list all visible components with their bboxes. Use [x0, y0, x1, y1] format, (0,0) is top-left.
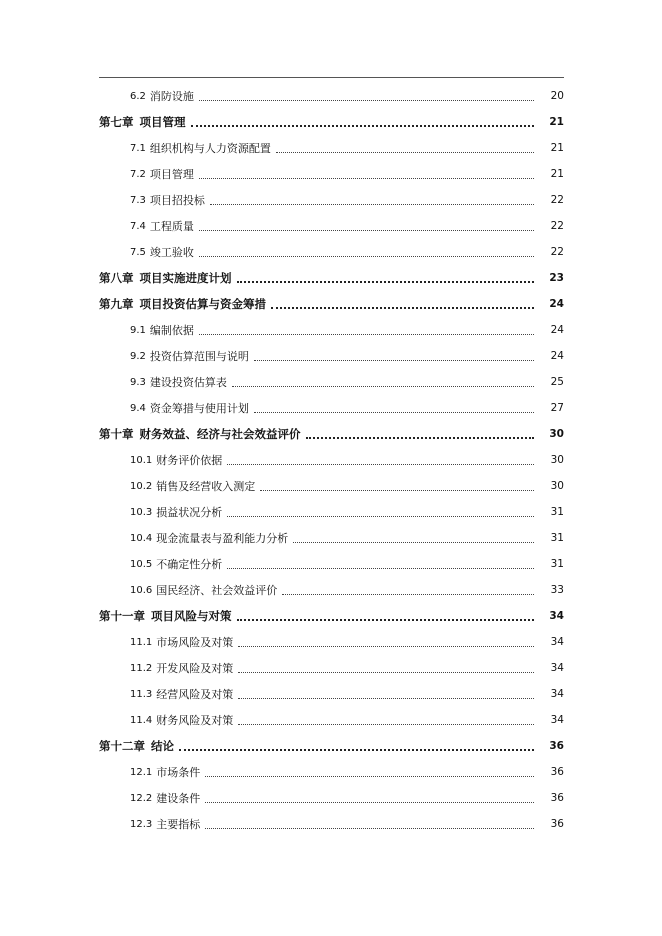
dot-leader — [254, 412, 534, 413]
dot-leader — [227, 464, 534, 465]
toc-entry-title: 项目风险与对策 — [151, 609, 232, 623]
toc-section-entry[interactable] — [99, 759, 564, 785]
toc-section-entry[interactable] — [99, 785, 564, 811]
dot-leader — [179, 749, 534, 751]
dot-leader — [199, 230, 534, 231]
toc-entry-number: 6.2 — [130, 90, 146, 102]
toc-entry-number: 第七章 — [99, 115, 134, 129]
dot-leader — [238, 646, 534, 647]
header-rule — [99, 77, 564, 78]
dot-leader — [199, 178, 534, 179]
toc-entry-title: 国民经济、社会效益评价 — [156, 584, 278, 597]
dot-leader — [238, 698, 534, 699]
toc-entry-title: 组织机构与人力资源配置 — [149, 142, 271, 155]
toc-entry-page: 36 — [550, 766, 564, 778]
toc-entry-page: 31 — [550, 506, 564, 518]
toc-entry-number: 第九章 — [99, 297, 134, 311]
toc-entry-title: 销售及经营收入测定 — [156, 480, 256, 493]
toc-entry-title: 不确定性分析 — [156, 558, 223, 571]
toc-entry-title: 项目实施进度计划 — [139, 271, 232, 285]
toc-entry-number: 第十一章 — [99, 609, 145, 623]
toc-entry-page: 22 — [550, 194, 564, 206]
toc-entry-number: 7.5 — [130, 246, 146, 258]
toc-section-entry[interactable] — [99, 135, 564, 161]
dot-leader — [276, 152, 534, 153]
toc-entry-number: 11.4 — [130, 714, 153, 726]
toc-section-entry[interactable] — [99, 473, 564, 499]
toc-section-entry[interactable] — [99, 655, 564, 681]
toc-section-entry[interactable] — [99, 239, 564, 265]
toc-entry-page: 34 — [550, 662, 564, 674]
toc-entry-number: 7.3 — [130, 194, 146, 206]
dot-leader — [199, 334, 534, 335]
toc-entry-number: 9.2 — [130, 350, 146, 362]
dot-leader — [210, 204, 534, 205]
dot-leader — [238, 724, 534, 725]
toc-section-entry[interactable] — [99, 525, 564, 551]
toc-section-entry[interactable] — [99, 83, 564, 109]
toc-entry-page: 34 — [549, 610, 564, 622]
toc-entry-number: 10.6 — [130, 584, 153, 596]
toc-section-entry[interactable] — [99, 811, 564, 837]
toc-entry-title: 损益状况分析 — [156, 506, 223, 519]
dot-leader — [232, 386, 534, 387]
toc-entry-page: 33 — [550, 584, 564, 596]
toc-entry-page: 31 — [550, 558, 564, 570]
dot-leader — [271, 307, 534, 309]
toc-entry-number: 11.2 — [130, 662, 153, 674]
toc-entry-title: 经营风险及对策 — [156, 688, 234, 701]
dot-leader — [199, 256, 534, 257]
toc-entry-page: 30 — [549, 428, 564, 440]
toc-entry-title: 财务效益、经济与社会效益评价 — [139, 427, 301, 441]
toc-entry-title: 项目投资估算与资金筹措 — [139, 297, 266, 311]
toc-entry-page: 20 — [550, 90, 564, 102]
toc-entry-title: 编制依据 — [149, 324, 194, 337]
toc-entry-number: 第十二章 — [99, 739, 145, 753]
toc-entry-number: 10.2 — [130, 480, 153, 492]
toc-entry-page: 24 — [550, 350, 564, 362]
toc-section-entry[interactable] — [99, 577, 564, 603]
toc-chapter-entry[interactable] — [99, 265, 564, 291]
toc-entry-page: 36 — [550, 818, 564, 830]
toc-entry-title: 项目管理 — [149, 168, 194, 181]
toc-entry-number: 9.1 — [130, 324, 146, 336]
toc-entry-page: 34 — [550, 714, 564, 726]
toc-entry-title: 市场风险及对策 — [156, 636, 234, 649]
toc-entry-title: 竣工验收 — [149, 246, 194, 259]
toc-section-entry[interactable] — [99, 161, 564, 187]
toc-section-entry[interactable] — [99, 707, 564, 733]
toc-entry-page: 31 — [550, 532, 564, 544]
toc-entry-title: 市场条件 — [156, 766, 201, 779]
dot-leader — [306, 437, 535, 439]
toc-entry-number: 12.1 — [130, 766, 153, 778]
toc-entry-title: 财务风险及对策 — [156, 714, 234, 727]
toc-section-entry[interactable] — [99, 343, 564, 369]
toc-section-entry[interactable] — [99, 447, 564, 473]
toc-entry-page: 21 — [549, 116, 564, 128]
toc-entry-number: 7.2 — [130, 168, 146, 180]
dot-leader — [260, 490, 534, 491]
toc-entry-page: 21 — [550, 142, 564, 154]
toc-entry-page: 22 — [550, 220, 564, 232]
dot-leader — [238, 672, 534, 673]
dot-leader — [191, 125, 535, 127]
dot-leader — [227, 568, 534, 569]
dot-leader — [205, 802, 534, 803]
toc-entry-title: 资金筹措与使用计划 — [149, 402, 249, 415]
toc-section-entry[interactable] — [99, 395, 564, 421]
toc-section-entry[interactable] — [99, 681, 564, 707]
toc-entry-number: 11.3 — [130, 688, 153, 700]
dot-leader — [205, 776, 534, 777]
toc-entry-page: 22 — [550, 246, 564, 258]
toc-entry-page: 21 — [550, 168, 564, 180]
toc-entry-page: 34 — [550, 688, 564, 700]
toc-entry-page: 23 — [549, 272, 564, 284]
toc-section-entry[interactable] — [99, 187, 564, 213]
toc-entry-number: 12.2 — [130, 792, 153, 804]
toc-entry-title: 建设投资估算表 — [149, 376, 227, 389]
toc-chapter-entry[interactable] — [99, 603, 564, 629]
toc-entry-number: 7.1 — [130, 142, 146, 154]
toc-entry-page: 36 — [549, 740, 564, 752]
toc-entry-page: 30 — [550, 454, 564, 466]
toc-chapter-entry[interactable] — [99, 109, 564, 135]
toc-entry-number: 第十章 — [99, 427, 134, 441]
toc-entry-title: 主要指标 — [156, 818, 201, 831]
toc-chapter-entry[interactable] — [99, 291, 564, 317]
toc-entry-number: 11.1 — [130, 636, 153, 648]
dot-leader — [227, 516, 534, 517]
toc-section-entry[interactable] — [99, 213, 564, 239]
toc-entry-title: 建设条件 — [156, 792, 201, 805]
toc-entry-page: 27 — [550, 402, 564, 414]
dot-leader — [205, 828, 534, 829]
toc-section-entry[interactable] — [99, 369, 564, 395]
toc-entry-number: 12.3 — [130, 818, 153, 830]
toc-entry-title: 工程质量 — [149, 220, 194, 233]
toc-section-entry[interactable] — [99, 499, 564, 525]
toc-entry-title: 项目管理 — [139, 115, 186, 129]
toc-section-entry[interactable] — [99, 551, 564, 577]
toc-entry-title: 消防设施 — [149, 90, 194, 103]
toc-section-entry[interactable] — [99, 629, 564, 655]
dot-leader — [237, 619, 535, 621]
toc-entry-title: 开发风险及对策 — [156, 662, 234, 675]
toc-entry-page: 36 — [550, 792, 564, 804]
toc-section-entry[interactable] — [99, 317, 564, 343]
dot-leader — [254, 360, 534, 361]
dot-leader — [237, 281, 535, 283]
toc-chapter-entry[interactable] — [99, 733, 564, 759]
toc-entry-title: 现金流量表与盈利能力分析 — [156, 532, 289, 545]
toc-entry-number: 9.4 — [130, 402, 146, 414]
toc-entry-number: 10.3 — [130, 506, 153, 518]
toc-entry-page: 30 — [550, 480, 564, 492]
toc-entry-title: 结论 — [151, 739, 174, 753]
toc-entry-number: 7.4 — [130, 220, 146, 232]
toc-entry-page: 25 — [550, 376, 564, 388]
toc-entry-number: 第八章 — [99, 271, 134, 285]
toc-entry-page: 24 — [549, 298, 564, 310]
dot-leader — [199, 100, 534, 101]
table-of-contents — [99, 83, 564, 837]
toc-entry-title: 项目招投标 — [149, 194, 205, 207]
toc-entry-page: 24 — [550, 324, 564, 336]
toc-entry-title: 财务评价依据 — [156, 454, 223, 467]
toc-entry-number: 10.5 — [130, 558, 153, 570]
dot-leader — [282, 594, 534, 595]
toc-chapter-entry[interactable] — [99, 421, 564, 447]
toc-entry-number: 10.4 — [130, 532, 153, 544]
toc-entry-title: 投资估算范围与说明 — [149, 350, 249, 363]
toc-entry-number: 9.3 — [130, 376, 146, 388]
toc-entry-page: 34 — [550, 636, 564, 648]
toc-entry-number: 10.1 — [130, 454, 153, 466]
dot-leader — [293, 542, 534, 543]
